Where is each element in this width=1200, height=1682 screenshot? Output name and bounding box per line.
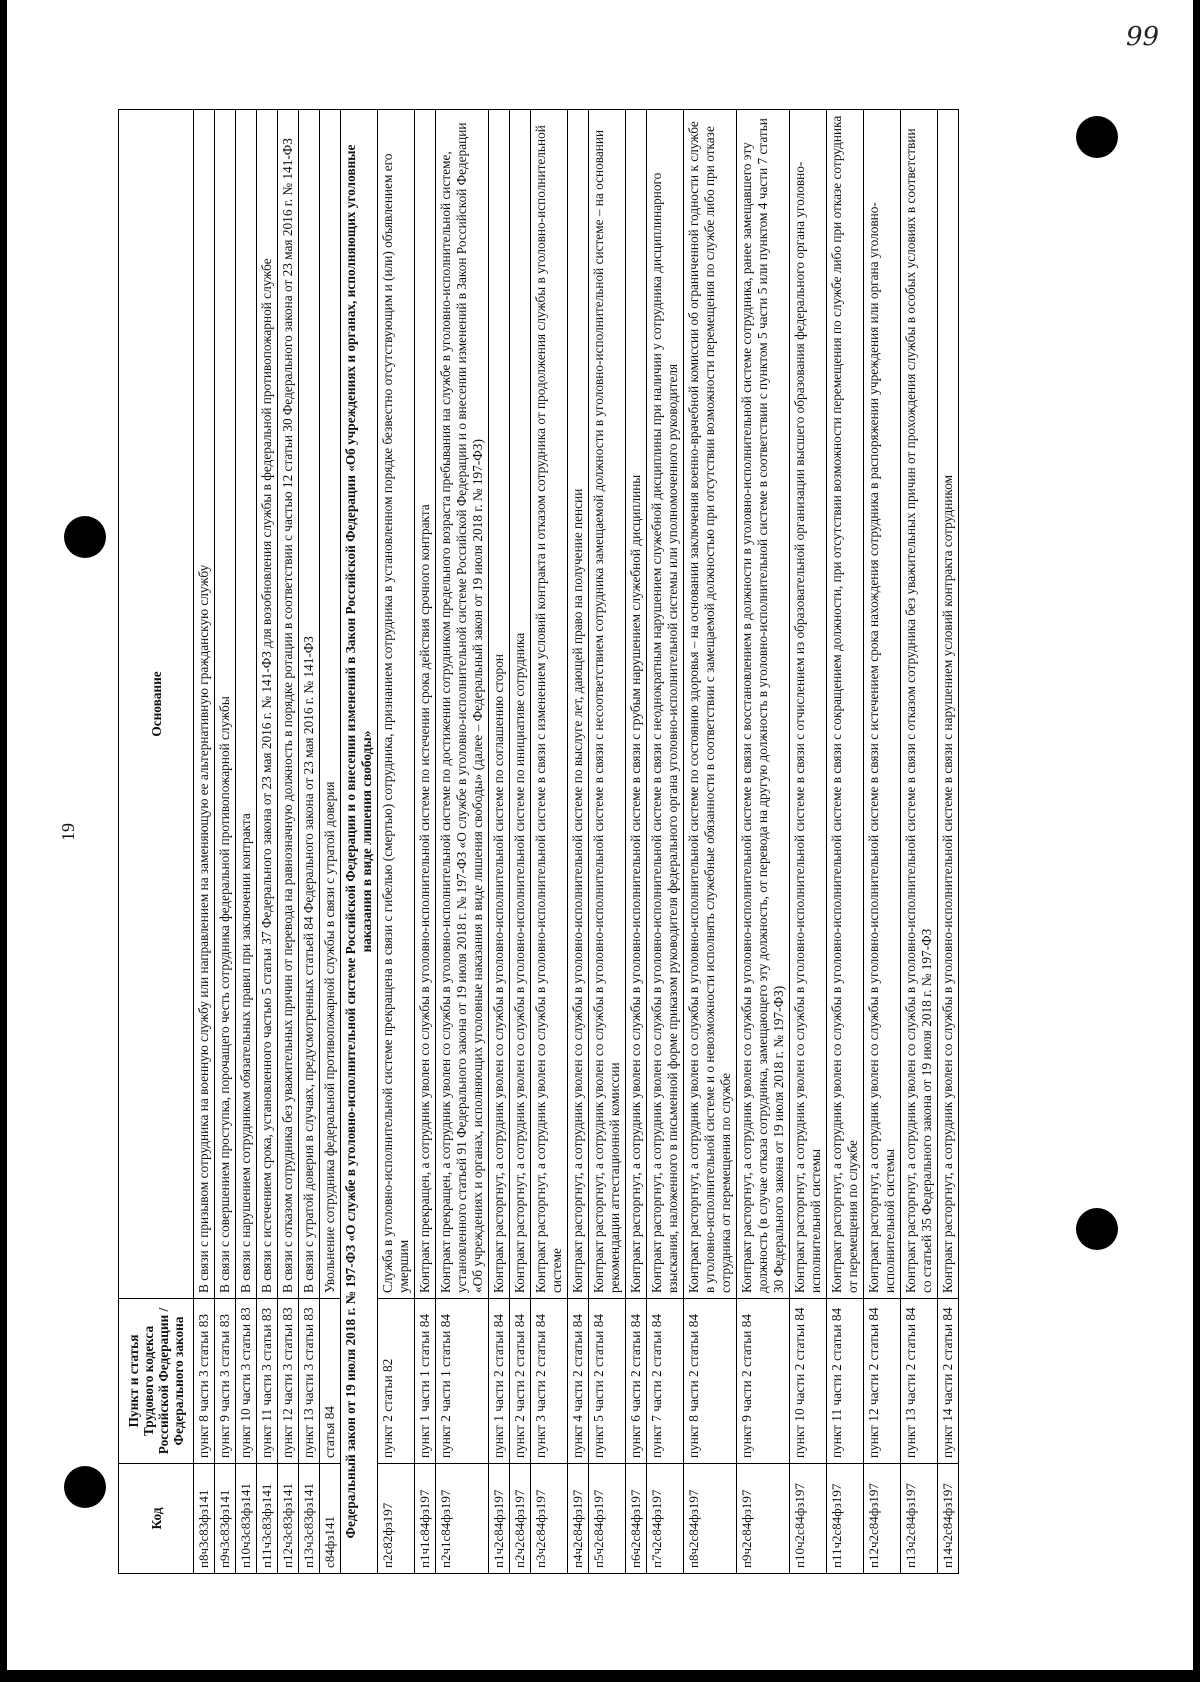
cell-article: пункт 9 части 3 статьи 83	[215, 1299, 236, 1464]
cell-article: пункт 11 части 3 статьи 83	[257, 1299, 278, 1464]
header-article: Пункт и статья Трудового кодекса Российской Федерации / Федерального закона	[119, 1299, 194, 1464]
cell-basis: Контракт расторгнут, а сотрудник уволен со службы в уголовно-исполнительной системе в связи с изменением условий контракта и отказом сотрудника от продолжения службы в уголовно-исполнительной системе	[531, 110, 568, 1299]
cell-basis: Контракт расторгнут, а сотрудник уволен со службы в уголовно-исполнительной системе по выслуге лет, дающей право на получение пенсии	[568, 110, 589, 1299]
cell-article: пункт 8 части 2 статьи 84	[684, 1299, 737, 1464]
cell-article: пункт 10 части 3 статьи 83	[236, 1299, 257, 1464]
cell-basis: Контракт расторгнут, а сотрудник уволен со службы в уголовно-исполнительной системе в связи с нарушением условий контракта сотрудником	[938, 110, 959, 1299]
cell-basis: Контракт расторгнут, а сотрудник уволен со службы в уголовно-исполнительной системе в связи с несоответствием сотрудника замещаемой должности в уголовно-исполнительной системе – на основании рекомендации аттестационной комиссии	[589, 110, 626, 1299]
cell-code: п10ч3с83фз141	[236, 1464, 257, 1574]
cell-article: пункт 2 части 1 статьи 84	[436, 1299, 489, 1464]
cell-basis: В связи с нарушением сотрудником обязательных правил при заключении контракта	[236, 110, 257, 1299]
cell-code: п2с82фз197	[378, 1464, 415, 1574]
cell-article: пункт 13 части 2 статьи 84	[901, 1299, 938, 1464]
table-row	[589, 110, 626, 1574]
table-header-row	[119, 110, 194, 1574]
cell-article: пункт 14 части 2 статьи 84	[938, 1299, 959, 1464]
cell-code: п4ч2с84фз197	[568, 1464, 589, 1574]
table-row	[436, 110, 489, 1574]
cell-article: пункт 2 статьи 82	[378, 1299, 415, 1464]
cell-code: п12ч2с84фз197	[864, 1464, 901, 1574]
cell-basis: Контракт расторгнут, а сотрудник уволен со службы в уголовно-исполнительной системе по состоянию здоровья – на основании заключения военно-врачебной комиссии об ограниченной годности к службе в уголовно-исполнительной системе и о невозможности исполнять служебные обязанности в соответствии с замещаемой должностью при отсутствии возможности перемещения по службе либо при отказе сотрудника от перемещения по службе	[684, 110, 737, 1299]
table-row	[320, 110, 341, 1574]
table-row	[236, 110, 257, 1574]
table-row	[827, 110, 864, 1574]
cell-code: с84фз141	[320, 1464, 341, 1574]
cell-article: пункт 11 части 2 статьи 84	[827, 1299, 864, 1464]
cell-basis: Контракт расторгнут, а сотрудник уволен со службы в уголовно-исполнительной системе в связи с неоднократным нарушением служебной дисциплины при наличии у сотрудника дисциплинарного взыскания, наложенного в письменной форме приказом руководителя федерального органа уголовно-исполнительной системы или уполномоченного руководителя	[647, 110, 684, 1299]
cell-code: п1ч1с84фз197	[415, 1464, 436, 1574]
cell-code: п11ч3с83фз141	[257, 1464, 278, 1574]
cell-article: пункт 1 части 2 статьи 84	[489, 1299, 510, 1464]
cell-basis: В связи с отказом сотрудника без уважительных причин от перевода на равнозначную должность в порядке ротации в соответствии с частью 12 статьи 30 Федерального закона от 23 мая 2016 г. № 141-ФЗ	[278, 110, 299, 1299]
table-row	[901, 110, 938, 1574]
cell-basis: В связи с истечением срока, установленного частью 5 статьи 37 Федерального закона от 23 мая 2016 г. № 141-ФЗ для возобновления службы в федеральной противопожарной службе	[257, 110, 278, 1299]
table-row	[938, 110, 959, 1574]
table-row	[299, 110, 320, 1574]
cell-code: п8ч3с83фз141	[194, 1464, 215, 1574]
cell-code: п10ч2с84фз197	[790, 1464, 827, 1574]
cell-basis: Контракт расторгнут, а сотрудник уволен со службы в уголовно-исполнительной системе по соглашению сторон	[489, 110, 510, 1299]
cell-basis: Контракт расторгнут, а сотрудник уволен со службы в уголовно-исполнительной системе в связи с отказом сотрудника без уважительных причин от прохождения службы в особых условиях в соответствии со статьей 35 Федерального закона от 19 июля 2018 г. № 197-ФЗ	[901, 110, 938, 1299]
table-row	[647, 110, 684, 1574]
codes-table	[118, 109, 959, 1574]
cell-article: пункт 3 части 2 статьи 84	[531, 1299, 568, 1464]
cell-article: пункт 12 части 3 статьи 83	[278, 1299, 299, 1464]
cell-code: п12ч3с83фз141	[278, 1464, 299, 1574]
cell-code: п8ч2с84фз197	[684, 1464, 737, 1574]
table-row	[684, 110, 737, 1574]
cell-basis: Контракт расторгнут, а сотрудник уволен со службы в уголовно-исполнительной системе в связи с отчислением из образовательной организации высшего образования федерального органа уголовно-исполнительной системы	[790, 110, 827, 1299]
cell-basis: Служба в уголовно-исполнительной системе прекращена в связи с гибелью (смертью) сотрудника, признанием сотрудника в установленном порядке безвестно отсутствующим и (или) объявлением его умершим	[378, 110, 415, 1299]
cell-basis: В связи с утратой доверия в случаях, предусмотренных статьей 84 Федерального закона от 23 мая 2016 г. № 141-ФЗ	[299, 110, 320, 1299]
table-row	[215, 110, 236, 1574]
cell-code: п5ч2с84фз197	[589, 1464, 626, 1574]
cell-basis: Контракт расторгнут, а сотрудник уволен со службы в уголовно-исполнительной системе в связи с сокращением должности, при отсутствии возможности перемещения по службе либо при отказе сотрудника от перемещения по службе	[827, 110, 864, 1299]
handwritten-page-number: 99	[1126, 22, 1160, 52]
cell-article: пункт 12 части 2 статьи 84	[864, 1299, 901, 1464]
cell-article: пункт 7 части 2 статьи 84	[647, 1299, 684, 1464]
cell-basis: Контракт прекращен, а сотрудник уволен со службы в уголовно-исполнительной системе по истечении срока действия срочного контракта	[415, 110, 436, 1299]
cell-code: п3ч2с84фз197	[531, 1464, 568, 1574]
table-row	[378, 110, 415, 1574]
header-basis: Основание	[119, 110, 194, 1299]
table-row	[510, 110, 531, 1574]
cell-code: п14ч2с84фз197	[938, 1464, 959, 1574]
cell-code: п9ч2с84фз197	[737, 1464, 790, 1574]
cell-article: пункт 5 части 2 статьи 84	[589, 1299, 626, 1464]
page-number: 19	[58, 823, 78, 841]
cell-basis: Контракт расторгнут, а сотрудник уволен со службы в уголовно-исполнительной системе в связи с грубым нарушением служебной дисциплины	[626, 110, 647, 1299]
cell-basis: В связи с совершением проступка, порочащего честь сотрудника федеральной противопожарной службы	[215, 110, 236, 1299]
cell-article: статья 84	[320, 1299, 341, 1464]
cell-code: п13ч2с84фз197	[901, 1464, 938, 1574]
table-row	[489, 110, 510, 1574]
cell-article: пункт 9 части 2 статьи 84	[737, 1299, 790, 1464]
cell-article: пункт 10 части 2 статьи 84	[790, 1299, 827, 1464]
cell-code: п1ч2с84фз197	[489, 1464, 510, 1574]
cell-code: п7ч2с84фз197	[647, 1464, 684, 1574]
cell-basis: Контракт расторгнут, а сотрудник уволен со службы в уголовно-исполнительной системе по инициативе сотрудника	[510, 110, 531, 1299]
cell-basis: В связи с призывом сотрудника на военную службу или направлением на заменяющую ее альтернативную гражданскую службу	[194, 110, 215, 1299]
table-row	[864, 110, 901, 1574]
cell-code: п2ч1с84фз197	[436, 1464, 489, 1574]
cell-code: п11ч2с84фз197	[827, 1464, 864, 1574]
header-code: Код	[119, 1464, 194, 1574]
table-row	[531, 110, 568, 1574]
cell-code: п6ч2с84фз197	[626, 1464, 647, 1574]
table-row	[278, 110, 299, 1574]
cell-basis: Контракт расторгнут, а сотрудник уволен со службы в уголовно-исполнительной системе в связи с истечением срока нахождения сотрудника в распоряжении учреждения или органа уголовно-исполнительной системы	[864, 110, 901, 1299]
cell-basis: Контракт расторгнут, а сотрудник уволен со службы в уголовно-исполнительной системе в связи с восстановлением в должности в уголовно-исполнительной системе сотрудника, ранее замещавшего эту должность (в случае отказа сотрудника, замещающего эту должность, от перевода на другую должность в уголовно-исполнительной системе в соответствии с пунктом 5 части 5 или пунктом 4 части 7 статьи 30 Федерального закона от 19 июля 2018 г. № 197-ФЗ)	[737, 110, 790, 1299]
cell-article: пункт 2 части 2 статьи 84	[510, 1299, 531, 1464]
table-row	[194, 110, 215, 1574]
cell-code: п13ч3с83фз141	[299, 1464, 320, 1574]
table-row	[568, 110, 589, 1574]
cell-article: пункт 4 части 2 статьи 84	[568, 1299, 589, 1464]
table-row	[737, 110, 790, 1574]
table-row	[790, 110, 827, 1574]
table-row	[415, 110, 436, 1574]
cell-basis: Увольнение сотрудника федеральной противопожарной службы в связи с утратой доверия	[320, 110, 341, 1299]
cell-basis: Контракт прекращен, а сотрудник уволен со службы в уголовно-исполнительной системе по достижении сотрудником предельного возраста пребывания на службе в уголовно-исполнительной системе, установленного статьей 91 Федерального закона от 19 июля 2018 г. № 197-ФЗ «О службе в уголовно-исполнительной системе Российской Федерации и о внесении изменений в Закон Российской Федерации «Об учреждениях и органах, исполняющих уголовные наказания в виде лишения свободы» (далее – Федеральный закон от 19 июля 2018 г. № 197-ФЗ)	[436, 110, 489, 1299]
cell-code: п2ч2с84фз197	[510, 1464, 531, 1574]
section-row	[341, 110, 378, 1574]
cell-article: пункт 8 части 3 статьи 83	[194, 1299, 215, 1464]
cell-article: пункт 13 части 3 статьи 83	[299, 1299, 320, 1464]
section-heading: Федеральный закон от 19 июля 2018 г. № 197-ФЗ «О службе в уголовно-исполнительной системе Российской Федерации и о внесении изменений в Закон Российской Федерации «Об учреждениях и органах, исполняющих уголовные наказания в виде лишения свободы»	[341, 110, 378, 1574]
table-row	[257, 110, 278, 1574]
table-row	[626, 110, 647, 1574]
cell-article: пункт 6 части 2 статьи 84	[626, 1299, 647, 1464]
cell-code: п9ч3с83фз141	[215, 1464, 236, 1574]
cell-article: пункт 1 части 1 статьи 84	[415, 1299, 436, 1464]
